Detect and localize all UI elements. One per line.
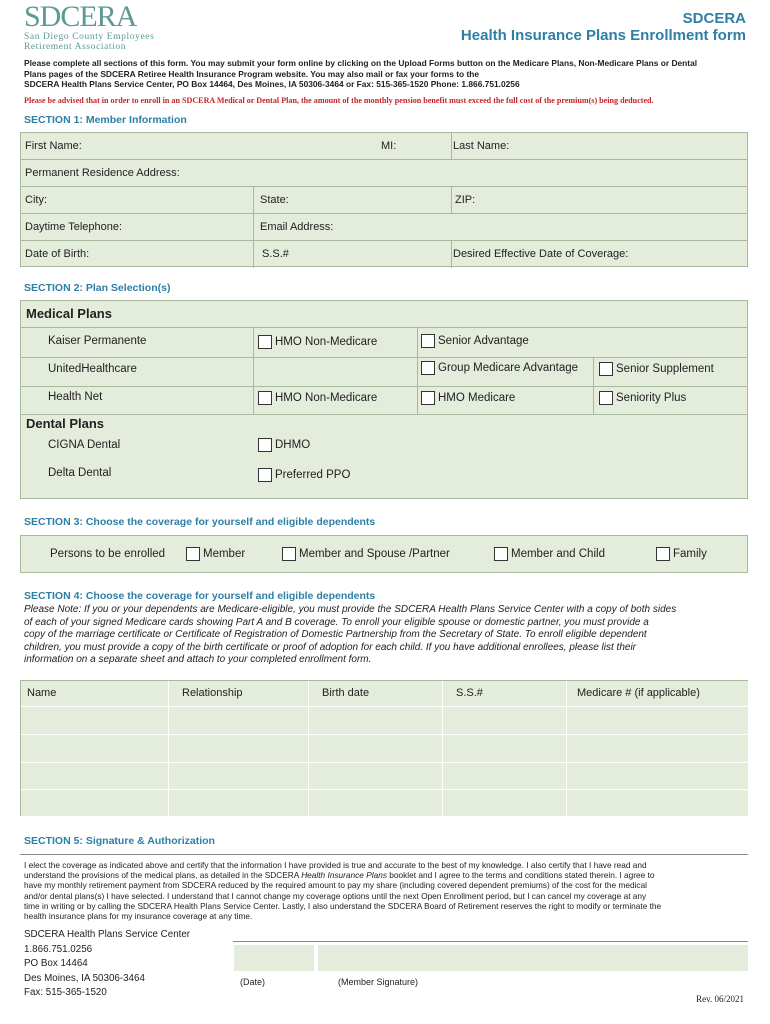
table-cell[interactable] bbox=[567, 790, 749, 817]
col-relationship-header: Relationship bbox=[182, 687, 243, 699]
col-ssn-header: S.S.# bbox=[456, 687, 483, 699]
phone-field[interactable]: Daytime Telephone: bbox=[25, 221, 123, 233]
col-birthdate-header: Birth date bbox=[322, 687, 370, 699]
intro-line1: Please complete all sections of this form. You may submit your form online by clicking on the Upload Forms button on the Medicare Plans, Non-Medicare Plans or Dental bbox=[24, 58, 698, 68]
signature-label: (Member Signature) bbox=[338, 977, 419, 987]
ssn-field[interactable]: S.S.# bbox=[262, 248, 289, 260]
intro-line2: Plans pages of the SDCERA Retiree Health Insurance Program website. You may also mail or fax your forms to the bbox=[24, 68, 480, 79]
signature-field[interactable] bbox=[318, 945, 748, 971]
effective-date-field[interactable]: Desired Effective Date of Coverage: bbox=[453, 248, 629, 260]
healthnet-label: Health Net bbox=[48, 391, 103, 403]
table-cell[interactable] bbox=[21, 707, 169, 735]
certification-text: I elect the coverage as indicated above and certify that the information I have provided is true and accurate to the best of my knowledge. I also certify that I have read and understand the provisions of the medical plans, as detailed in the SDCERA Health Insurance Plans booklet and I agree to the terms and conditions stated therein. I agree to have my monthly retirement payment from SDCERA reduced by the required amount to pay my share (including covered dependent premiums) of the cost for the medical and/or dental plans(s) I have selected. I understand that I cannot change my coverage options until the next Open Enrollment period, but I can cancel my coverage at any time in writing or by calling the SDCERA Health Plans Service Center. Lastly, I also understand the SDCERA Board of Retirement reserves the right to modify or terminate the health insurance plans for my insurance coverage at any time. bbox=[24, 860, 662, 922]
table-cell[interactable] bbox=[309, 763, 443, 790]
table-cell[interactable] bbox=[567, 707, 749, 735]
last-name-field[interactable]: Last Name: bbox=[453, 140, 510, 152]
table-cell[interactable] bbox=[443, 790, 567, 817]
intro-text bbox=[24, 58, 744, 90]
date-label: (Date) bbox=[240, 977, 266, 987]
logo-sub-line2: Retirement Association bbox=[24, 42, 127, 52]
healthnet-hmo-medicare-option[interactable]: HMO Medicare bbox=[421, 391, 515, 405]
table-cell[interactable] bbox=[21, 763, 169, 790]
form-org: SDCERA bbox=[682, 10, 746, 27]
form-title: Health Insurance Plans Enrollment form bbox=[460, 27, 746, 44]
checkbox[interactable] bbox=[599, 391, 613, 405]
logo-sub-line1: San Diego County Employees bbox=[24, 32, 155, 42]
kaiser-hmo-nonmedicare-option[interactable]: HMO Non-Medicare bbox=[258, 335, 377, 349]
eligibility-warning: Please be advised that in order to enroll in an SDCERA Medical or Dental Plan, the amount of the monthly pension benefit must exceed the full cost of the premium(s) being deducted. bbox=[24, 96, 654, 105]
checkbox[interactable] bbox=[258, 468, 272, 482]
section3-title: SECTION 3: Choose the coverage for yourself and eligible dependents bbox=[24, 516, 376, 528]
checkbox[interactable] bbox=[258, 438, 272, 452]
checkbox[interactable] bbox=[258, 335, 272, 349]
united-group-medicare-advantage-option[interactable]: Group Medicare Advantage bbox=[421, 361, 578, 375]
section4-title: SECTION 4: Choose the coverage for yourself and eligible dependents bbox=[24, 590, 376, 602]
checkbox[interactable] bbox=[186, 547, 200, 561]
coverage-member-option[interactable]: Member bbox=[186, 547, 245, 561]
dob-field[interactable]: Date of Birth: bbox=[25, 248, 90, 260]
checkbox[interactable] bbox=[656, 547, 670, 561]
table-cell[interactable] bbox=[567, 735, 749, 763]
city-field[interactable]: City: bbox=[25, 194, 47, 206]
united-senior-supplement-option[interactable]: Senior Supplement bbox=[599, 362, 714, 376]
mi-field[interactable]: MI: bbox=[381, 140, 397, 152]
coverage-family-option[interactable]: Family bbox=[656, 547, 707, 561]
checkbox[interactable] bbox=[258, 391, 272, 405]
coverage-child-option[interactable]: Member and Child bbox=[494, 547, 605, 561]
revision-date: Rev. 06/2021 bbox=[696, 994, 744, 1004]
state-field[interactable]: State: bbox=[260, 194, 289, 206]
table-cell[interactable] bbox=[169, 707, 309, 735]
checkbox[interactable] bbox=[421, 391, 435, 405]
delta-ppo-option[interactable]: Preferred PPO bbox=[258, 468, 350, 482]
cigna-label: CIGNA Dental bbox=[48, 439, 121, 451]
table-cell[interactable] bbox=[309, 707, 443, 735]
email-field[interactable]: Email Address: bbox=[260, 221, 334, 233]
first-name-field[interactable]: First Name: bbox=[25, 140, 82, 152]
medical-plans-heading: Medical Plans bbox=[26, 306, 112, 321]
zip-field[interactable]: ZIP: bbox=[455, 194, 476, 206]
united-label: UnitedHealthcare bbox=[48, 363, 137, 375]
table-cell[interactable] bbox=[443, 707, 567, 735]
form-header bbox=[461, 10, 746, 45]
delta-label: Delta Dental bbox=[48, 467, 112, 479]
kaiser-senior-advantage-option[interactable]: Senior Advantage bbox=[421, 334, 529, 348]
section2-title: SECTION 2: Plan Selection(s) bbox=[24, 282, 171, 294]
healthnet-hmo-nonmedicare-option[interactable]: HMO Non-Medicare bbox=[258, 391, 377, 405]
member-info-panel bbox=[20, 132, 748, 267]
kaiser-label: Kaiser Permanente bbox=[48, 335, 147, 347]
checkbox[interactable] bbox=[599, 362, 613, 376]
persons-label: Persons to be enrolled bbox=[50, 548, 166, 560]
checkbox[interactable] bbox=[421, 334, 435, 348]
checkbox[interactable] bbox=[282, 547, 296, 561]
table-cell[interactable] bbox=[309, 790, 443, 817]
logo-text: SDCERA bbox=[24, 0, 137, 33]
section1-title: SECTION 1: Member Information bbox=[24, 114, 187, 126]
table-cell[interactable] bbox=[21, 790, 169, 817]
section5-title: SECTION 5: Signature & Authorization bbox=[24, 835, 215, 847]
sdcera-logo bbox=[24, 2, 154, 52]
col-medicare-header: Medicare # (if applicable) bbox=[577, 687, 700, 699]
healthnet-seniority-plus-option[interactable]: Seniority Plus bbox=[599, 391, 686, 405]
checkbox[interactable] bbox=[421, 361, 435, 375]
address-field[interactable]: Permanent Residence Address: bbox=[25, 167, 180, 179]
dependents-note: Please Note: If you or your dependents are Medicare-eligible, you must provide the SDCERA Health Plans Service Center with a copy of both sides of each of your signed Medicare cards showing Part A and B coverage. To enroll your eligible spouse or domestic partner, you must provide a copy of the marriage certificate or Certificate of Registration of Domestic Partnership from the Secretary of State. To enroll eligible dependent children, you must provide a copy of the birth certificate or proof of adoption for each child. If you have additional enrollees, please list their information on a separate sheet and attach to your completed enrollment form. bbox=[24, 604, 677, 666]
coverage-spouse-option[interactable]: Member and Spouse /Partner bbox=[282, 547, 450, 561]
checkbox[interactable] bbox=[494, 547, 508, 561]
table-cell[interactable] bbox=[21, 735, 169, 763]
table-cell[interactable] bbox=[169, 763, 309, 790]
col-name-header: Name bbox=[27, 687, 57, 699]
dependents-table bbox=[20, 680, 748, 816]
table-cell[interactable] bbox=[443, 735, 567, 763]
intro-line3: SDCERA Health Plans Service Center, PO Box 14464, Des Moines, IA 50306-3464 or Fax: 515-365-1520 Phone: 1.866.751.0256 bbox=[24, 79, 520, 90]
table-cell[interactable] bbox=[567, 763, 749, 790]
table-cell[interactable] bbox=[309, 735, 443, 763]
table-cell[interactable] bbox=[169, 790, 309, 817]
table-cell[interactable] bbox=[169, 735, 309, 763]
table-cell[interactable] bbox=[443, 763, 567, 790]
service-center-address: SDCERA Health Plans Service Center 1.866.751.0256 PO Box 14464 Des Moines, IA 50306-3464 Fax: 515-365-1520 bbox=[24, 929, 191, 999]
date-field[interactable] bbox=[234, 945, 314, 971]
dental-plans-heading: Dental Plans bbox=[26, 416, 105, 431]
cigna-dhmo-option[interactable]: DHMO bbox=[258, 438, 310, 452]
